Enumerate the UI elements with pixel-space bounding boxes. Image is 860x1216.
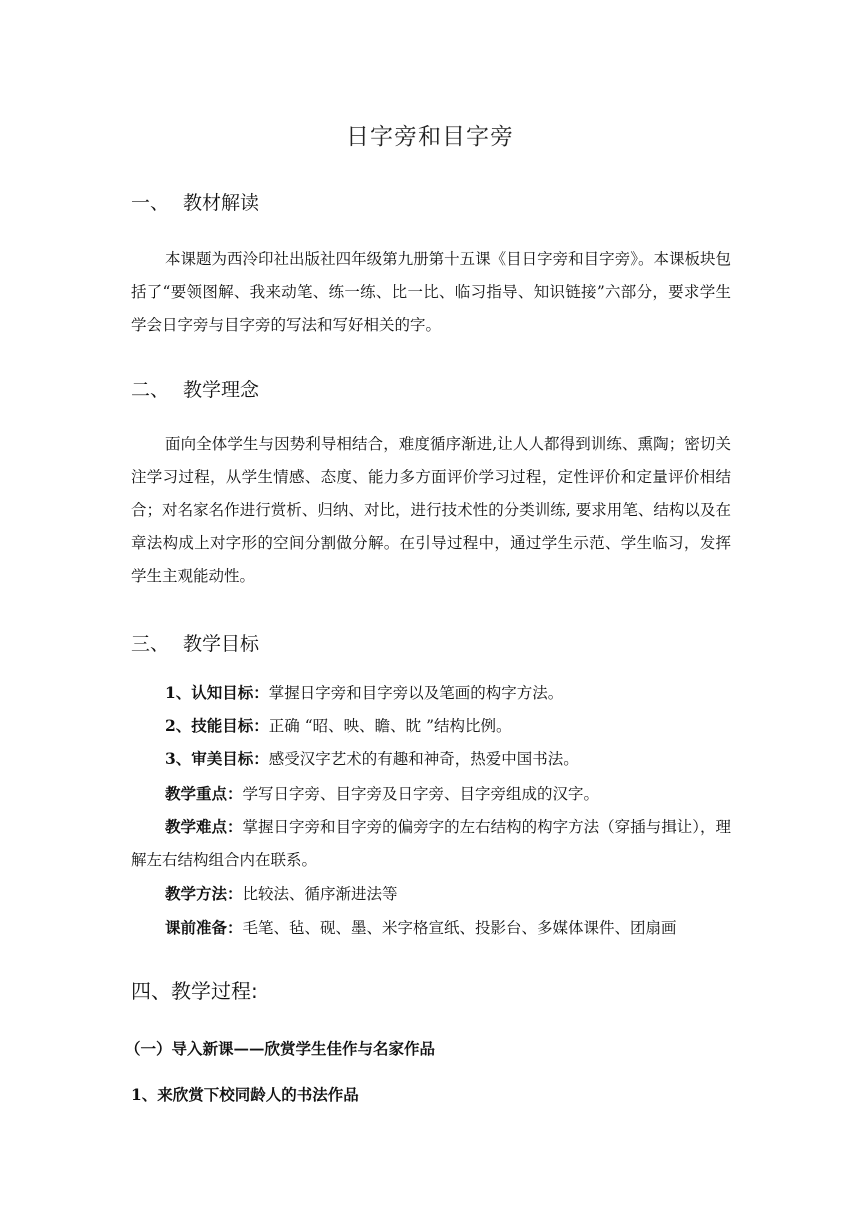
section-number: 一、 xyxy=(131,192,170,214)
section-heading-3 xyxy=(131,629,259,656)
difficulty-label: 教学难点： xyxy=(165,817,243,836)
paragraph-textbook-reading: 本课题为西泠印社出版社四年级第九册第十五课《目日字旁和目字旁》。本课板块包括了“要领图解、我来动笔、练一练、比一比、临习指导、知识链接”六部分，要求学生学会日字旁与目字旁的写法和写好相关的字。 xyxy=(131,250,731,334)
goal-text: 感受汉字艺术的有趣和神奇，热爱中国书法。 xyxy=(268,750,579,768)
prep-label: 课前准备： xyxy=(165,918,243,937)
class-preparation xyxy=(165,916,677,938)
subsection-item: 1、来欣赏下校同龄人的书法作品 xyxy=(131,1085,359,1104)
section-title: 教学理念 xyxy=(183,379,260,401)
section-title: 教材解读 xyxy=(183,192,260,214)
teaching-focus xyxy=(165,782,599,804)
subsection-heading: （一）导入新课——欣赏学生佳作与名家作品 xyxy=(125,1039,436,1058)
teaching-method xyxy=(165,882,398,904)
goal-text: 学写日字旁、目字旁及日字旁、目字旁组成的汉字。 xyxy=(242,785,600,803)
section-heading-2 xyxy=(131,375,259,402)
goal-text: 掌握日字旁和目字旁以及笔画的构字方法。 xyxy=(268,684,564,702)
method-label: 教学方法： xyxy=(165,884,243,903)
section-heading-4: 四、教学过程: xyxy=(131,979,258,1003)
goal-label: 2、技能目标： xyxy=(165,716,269,735)
paragraph-teaching-philosophy: 面向全体学生与因势利导相结合，难度循序渐进,让人人都得到训练、熏陶；密切关注学习过程，从学生情感、态度、能力多方面评价学习过程，定性评价和定量评价相结合；对名家名作进行赏析、归纳、对比，进行技术性的分类训练, 要求用笔、结构以及在章法构成上对字形的空间分割做分解。在引导过程中，通过学生示范、学生临习，发挥学生主观能动性。 xyxy=(131,435,731,585)
method-text: 比较法、循序渐进法等 xyxy=(242,885,398,903)
goal-skill xyxy=(165,714,512,736)
teaching-difficulty xyxy=(131,810,731,877)
goal-label: 教学重点： xyxy=(165,784,243,803)
goal-cognitive xyxy=(165,681,563,703)
goal-label: 1、认知目标： xyxy=(165,683,269,702)
section-number: 三、 xyxy=(131,633,170,655)
prep-text: 毛笔、毡、砚、墨、米字格宣纸、投影台、多媒体课件、团扇画 xyxy=(242,919,677,937)
goal-aesthetic xyxy=(165,747,579,769)
goal-label: 3、审美目标： xyxy=(165,749,269,768)
difficulty-text: 掌握日字旁和目字旁的偏旁字的左右结构的构字方法（穿插与揖让），理解左右结构组合内在联系。 xyxy=(131,818,731,869)
section-title: 教学目标 xyxy=(183,633,260,655)
page-title: 日字旁和目字旁 xyxy=(346,124,514,150)
goal-text: 正确 “昭、映、瞻、眈 ”结构比例。 xyxy=(268,717,512,735)
section-number: 二、 xyxy=(131,379,170,401)
section-heading-1 xyxy=(131,188,259,215)
